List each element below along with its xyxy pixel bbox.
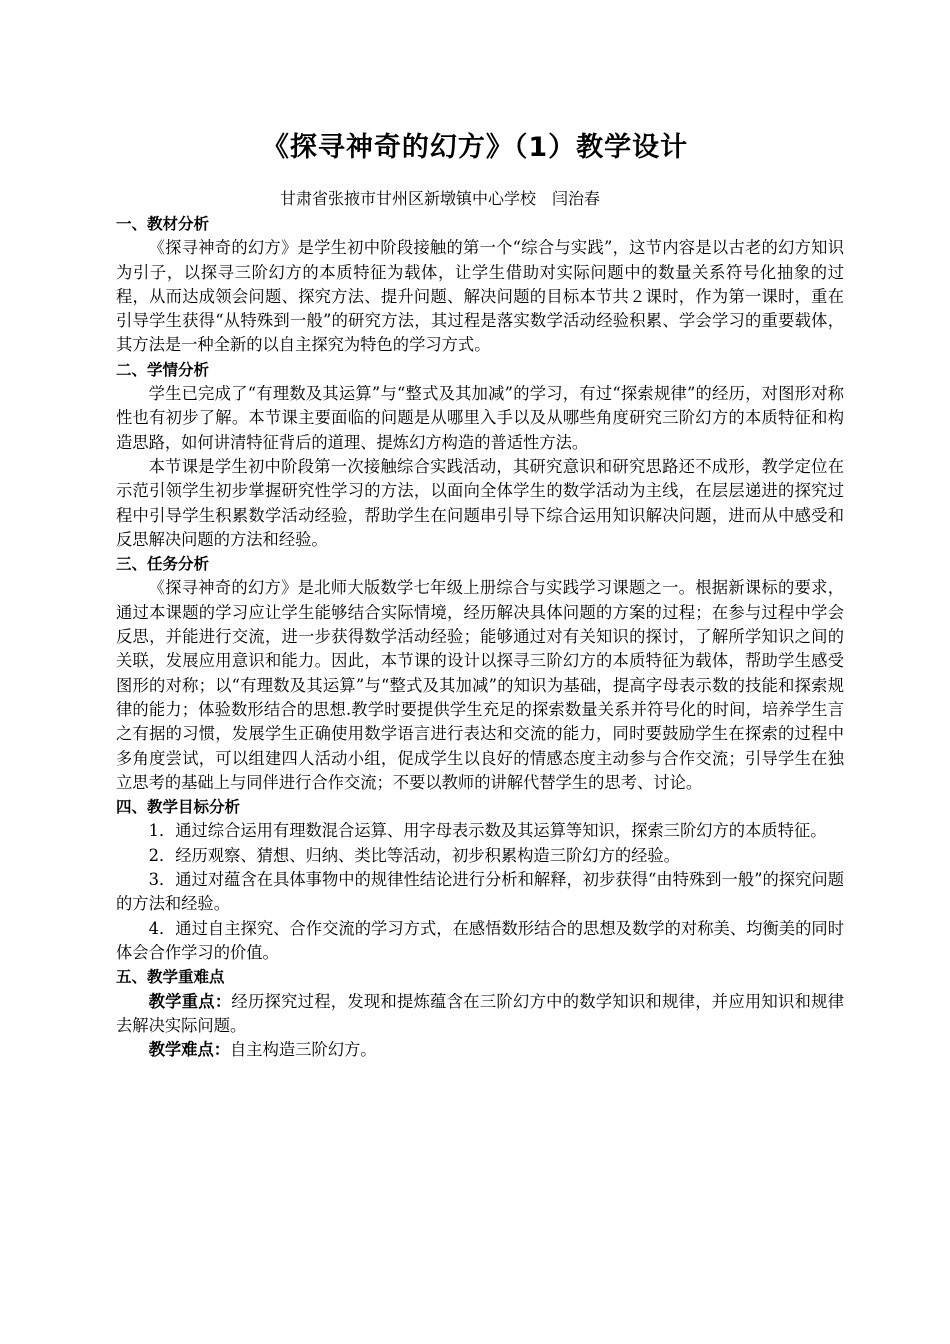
objective-item: 4．通过自主探究、合作交流的学习方式，在感悟数形结合的思想及数学的对称美、均衡美的同时体会合作学习的价值。 (116, 918, 844, 962)
objective-item: 1．通过综合运用有理数混合运算、用字母表示数及其运算等知识，探索三阶幻方的本质特征。 (148, 821, 827, 841)
paragraph: 学生已完成了“有理数及其运算”与“整式及其加减”的学习，有过“探索规律”的经历，对图形对称性也有初步了解。本节课主要面临的问题是从哪里入手以及从哪些角度研究三阶幻方的本质特征和构造思路，如何讲清特征背后的道理、提炼幻方构造的普适性方法。 (116, 384, 844, 452)
difficult-point-paragraph (116, 1038, 844, 1062)
section-heading: 四、教学目标分析 (116, 798, 241, 817)
key-point-paragraph (116, 990, 844, 1039)
section-heading: 二、学情分析 (116, 360, 210, 379)
objective-item: 3．通过对蕴含在具体事物中的规律性结论进行分析和解释，初步获得“由特殊到一般”的探究问题的方法和经验。 (116, 870, 844, 914)
section-heading: 五、教学重难点 (116, 968, 225, 987)
paragraph: 《探寻神奇的幻方》是北师大版数学七年级上册综合与实践学习课题之一。根据新课标的要求，通过本课题的学习应让学生能够结合实际情境，经历解决具体问题的方案的过程；在参与过程中学会反思，并能进行交流，进一步获得数学活动经验；能够通过对有关知识的探讨，了解所学知识之间的关联，发展应用意识和能力。因此，本节课的设计以探寻三阶幻方的本质特征为载体，帮助学生感受图形的对称；以“有理数及其运算”与“整式及其加减”的知识为基础，提高字母表示数的技能和探索规律的能力；体验数形结合的思想.教学时要提供学生充足的探索数量关系并符号化的时间，培养学生言之有据的习惯，发展学生正确使用数学语言进行表达和交流的能力，同时要鼓励学生在探索的过程中多角度尝试，可以组建四人活动小组，促成学生以良好的情感态度主动参与合作交流；引导学生在独立思考的基础上与同伴进行合作交流；不要以教师的讲解代替学生的思考、讨论。 (116, 578, 844, 792)
section-heading: 一、教材分析 (116, 215, 210, 233)
objective-item: 2．经历观察、猜想、归纳、类比等活动，初步积累构造三阶幻方的经验。 (148, 845, 680, 865)
document-body (116, 212, 844, 1062)
author-line: 甘肃省张掖市甘州区新墩镇中心学校 闫治春 (280, 189, 601, 208)
key-point-text: 经历探究过程，发现和提炼蕴含在三阶幻方中的数学知识和规律，并应用知识和规律去解决实际问题。 (116, 991, 844, 1035)
section-heading: 三、任务分析 (116, 555, 210, 574)
paragraph: 《探寻神奇的幻方》是学生初中阶段接触的第一个“综合与实践”，这节内容是以古老的幻方知识为引子，以探寻三阶幻方的本质特征为载体，让学生借助对实际问题中的数量关系符号化抽象的过程，从而达成领会问题、探究方法、提升问题、解决问题的目标本节共２课时，作为第一课时，重在引导学生获得“从特殊到一般”的研究方法，其过程是落实数学活动经验积累、学会学习的重要载体，其方法是一种全新的以自主探究为特色的学习方式。 (116, 238, 844, 355)
key-point-label: 教学重点： (148, 991, 232, 1011)
paragraph: 本节课是学生初中阶段第一次接触综合实践活动，其研究意识和研究思路还不成形，教学定位在示范引领学生初步掌握研究性学习的方法，以面向全体学生的数学活动为主线，在层层递进的探究过程中引导学生积累数学活动经验，帮助学生在问题串引导下综合运用知识解决问题，进而从中感受和反思解决问题的方法和经验。 (116, 456, 844, 549)
difficult-point-text: 自主构造三阶幻方。 (230, 1040, 377, 1060)
document-title: 《探寻神奇的幻方》（1）教学设计 (261, 132, 689, 163)
difficult-point-label: 教学难点： (148, 1040, 231, 1060)
